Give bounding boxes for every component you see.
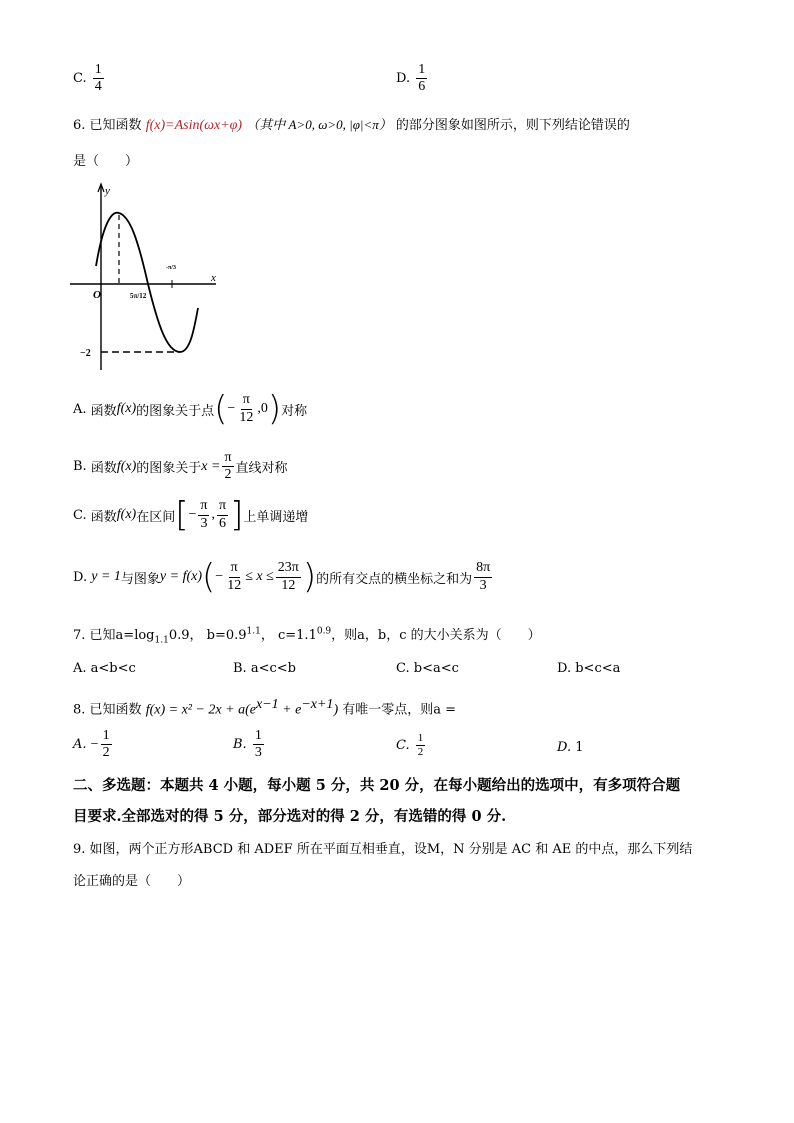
q6-option-c: C. 函数 f(x) 在区间 [ − $\frac{\pi}{3}$ , $\frac{\pi}{6}$ ] 上单调递增 (73, 495, 309, 535)
fraction: $\frac{1}{4}$ (94, 62, 102, 95)
prev-option-c: C. $\frac{1}{4}$ (73, 62, 102, 95)
q7-option-a: A. a<b<c (73, 661, 136, 676)
q9-stem-line1: 9. 如图，两个正方形ABCD 和 ADEF 所在平面互相垂直，设M，N 分别是 AC 和 AE 的中点，那么下列结 (73, 842, 693, 857)
q6-function-graph (68, 180, 228, 375)
q8-option-d: D. 1 (557, 740, 584, 755)
x-label: x (211, 272, 216, 284)
q8-option-a: A. − $\frac{1}{2}$ (73, 728, 110, 761)
q8-option-b: B. $\frac{1}{3}$ (233, 728, 262, 761)
q6-stem-line1: 6. 已知函数 f(x)=Asin(ωx+φ) （其中 A>0, ω>0, |φ|<π） 的部分图象如图所示，则下列结论错误的 (73, 117, 630, 133)
section2-line1: 二、多选题：本题共 4 小题，每小题 5 分，共 20 分，在每小题给出的选项中，有多项符合题 (73, 777, 681, 794)
sine-curve (96, 213, 198, 352)
q7-option-b: B. a<c<b (233, 661, 296, 676)
q6-option-b: B. 函数 f(x) 的图象关于 x = $\frac{\pi}{2}$ 直线对称 (73, 450, 288, 483)
q6-option-d: D. y = 1 与图象 y = f(x) ( − $\frac{\pi}{12}$ ≤ x ≤ $\frac{23\pi}{12}$ ) 的所有交点的横坐标之和为 $\frac{8\pi}{3}$ (73, 557, 491, 597)
q7-option-c: C. b<a<c (396, 661, 459, 676)
q9-stem-line2: 论正确的是（ ） (73, 874, 191, 889)
y-label: y (105, 185, 110, 197)
origin-label: O (93, 289, 101, 301)
q7-stem: 7. 已知$a=\log_{1.1}0.9$， $b=0.9^{1.1}$， $c=1.1^{0.9}$，则a，b，c 的大小关系为（ ） (73, 626, 541, 646)
q8-stem: 8. 已知函数 $f(x) = x^2 - 2x + a(e^{x-1} + e^{-x+1})$ 有唯一零点，则a = (73, 697, 457, 718)
fraction: $\frac{1}{6}$ (418, 62, 426, 95)
tick-right: -π/3 (166, 265, 176, 271)
q8-option-c: C. $\frac{1}{2}$ (396, 732, 424, 758)
prev-option-d: D. $\frac{1}{6}$ (396, 62, 426, 95)
q7-option-d: D. b<c<a (557, 661, 621, 676)
min-label: −2 (80, 348, 91, 359)
q6-stem-line2: 是（ ） (73, 154, 139, 169)
section2-line2: 目要求.全部选对的得 5 分，部分选对的得 2 分，有选错的得 0 分. (73, 808, 507, 825)
q6-option-a: A. 函数 f(x) 的图象关于点 ( − $\frac{\pi}{12}$ ,0 ) 对称 (73, 389, 308, 429)
tick-5pi12: 5π/12 (130, 292, 147, 300)
